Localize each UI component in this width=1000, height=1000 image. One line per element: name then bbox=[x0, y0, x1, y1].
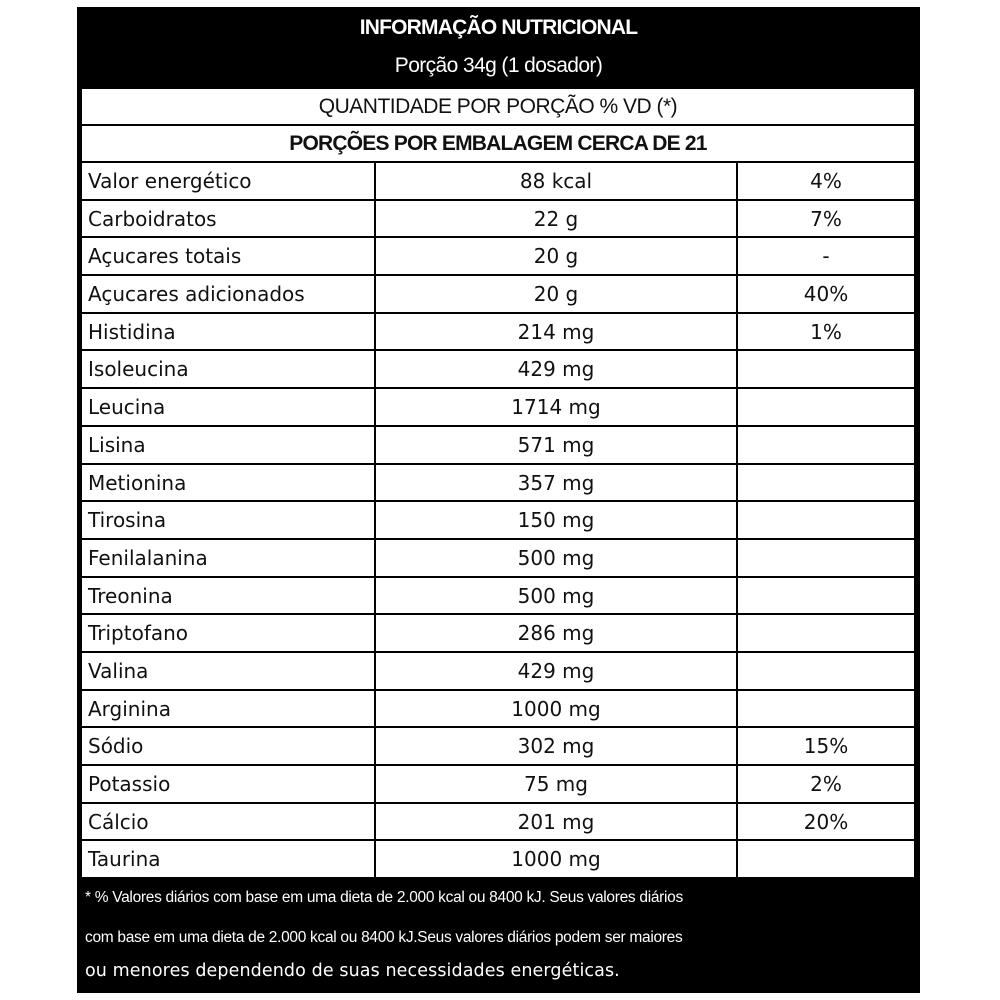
nutrient-daily-value bbox=[738, 841, 914, 877]
nutrient-amount: 88 kcal bbox=[376, 163, 738, 199]
nutrient-daily-value bbox=[738, 389, 914, 425]
table-row bbox=[82, 389, 914, 425]
nutrient-amount: 429 mg bbox=[376, 351, 738, 387]
nutrient-amount: 302 mg bbox=[376, 728, 738, 764]
nutrient-daily-value bbox=[738, 691, 914, 727]
nutrient-daily-value bbox=[738, 540, 914, 576]
nutrient-name: Potassio bbox=[82, 766, 376, 802]
nutrient-table bbox=[82, 163, 914, 879]
nutrient-name: Açucares adicionados bbox=[82, 276, 376, 312]
table-row bbox=[82, 163, 914, 199]
nutrient-amount: 1000 mg bbox=[376, 841, 738, 877]
nutrient-name: Carboidratos bbox=[82, 201, 376, 237]
table-row bbox=[82, 540, 914, 576]
nutrient-name: Valina bbox=[82, 653, 376, 689]
nutrient-name: Taurina bbox=[82, 841, 376, 877]
nutrient-daily-value: 1% bbox=[810, 319, 842, 344]
table-row bbox=[82, 201, 914, 237]
nutrient-amount: 75 mg bbox=[376, 766, 738, 802]
nutrient-daily-value bbox=[738, 427, 914, 463]
nutrient-name: Cálcio bbox=[82, 804, 376, 840]
nutrient-name: Valor energético bbox=[82, 163, 376, 199]
nutrient-name: Fenilalanina bbox=[82, 540, 376, 576]
table-row bbox=[82, 653, 914, 689]
nutrient-daily-value bbox=[738, 578, 914, 614]
footnote-line-3: ou menores dependendo de suas necessidades energéticas. bbox=[85, 961, 620, 981]
nutrient-amount: 286 mg bbox=[376, 615, 738, 651]
footnote-line-2: com base em uma dieta de 2.000 kcal ou 8400 kJ.Seus valores diários podem ser maiores bbox=[85, 929, 683, 946]
nutrient-name: Metionina bbox=[82, 465, 376, 501]
nutrient-name: Tirosina bbox=[82, 502, 376, 538]
nutrient-amount: 20 g bbox=[376, 276, 738, 312]
nutrient-name: Triptofano bbox=[82, 615, 376, 651]
nutrient-daily-value bbox=[738, 653, 914, 689]
nutrient-amount: 571 mg bbox=[376, 427, 738, 463]
nutrient-amount: 429 mg bbox=[376, 653, 738, 689]
nutrient-name: Treonina bbox=[82, 578, 376, 614]
nutrient-name: Sódio bbox=[82, 728, 376, 764]
nutrient-daily-value bbox=[738, 465, 914, 501]
serving-size: Porção 34g (1 dosador) bbox=[394, 54, 603, 77]
nutrient-daily-value bbox=[738, 615, 914, 651]
nutrient-daily-value: 4% bbox=[810, 169, 842, 193]
footnote-line-1: * % Valores diários com base em uma dieta de 2.000 kcal ou 8400 kJ. Seus valores diários bbox=[85, 889, 683, 906]
nutrient-amount: 22 g bbox=[376, 201, 738, 237]
table-row bbox=[82, 351, 914, 387]
nutrient-name: Isoleucina bbox=[82, 351, 376, 387]
table-row bbox=[82, 427, 914, 463]
nutrient-daily-value bbox=[738, 351, 914, 387]
nutrition-facts-panel bbox=[77, 7, 920, 993]
nutrient-daily-value: 20% bbox=[803, 809, 849, 834]
nutrient-daily-value: 2% bbox=[810, 772, 842, 796]
nutrient-name: Lisina bbox=[82, 427, 376, 463]
nutrient-daily-value: 7% bbox=[810, 206, 842, 231]
nutrient-name: Histidina bbox=[82, 314, 376, 350]
table-row bbox=[82, 465, 914, 501]
nutrient-name: Leucina bbox=[82, 389, 376, 425]
nutrient-daily-value: 40% bbox=[803, 282, 849, 307]
nutrient-amount: 214 mg bbox=[376, 314, 738, 350]
table-row bbox=[82, 691, 914, 727]
panel-title: INFORMAÇÃO NUTRICIONAL bbox=[359, 16, 638, 39]
nutrient-name: Arginina bbox=[82, 691, 376, 727]
table-row bbox=[82, 502, 914, 538]
table-row bbox=[82, 615, 914, 651]
quantity-per-serving-label: QUANTIDADE POR PORÇÃO % VD (*) bbox=[82, 89, 914, 124]
nutrient-amount: 1000 mg bbox=[376, 691, 738, 727]
nutrient-daily-value: - bbox=[822, 244, 830, 269]
nutrient-amount: 150 mg bbox=[376, 502, 738, 538]
nutrient-name: Açucares totais bbox=[82, 238, 376, 274]
table-row bbox=[82, 804, 914, 840]
servings-per-package: PORÇÕES POR EMBALAGEM CERCA DE 21 bbox=[82, 126, 914, 161]
table-row bbox=[82, 841, 914, 877]
nutrient-amount: 201 mg bbox=[376, 804, 738, 840]
nutrient-amount: 500 mg bbox=[376, 540, 738, 576]
table-row bbox=[82, 238, 914, 274]
table-row bbox=[82, 578, 914, 614]
nutrient-daily-value: 15% bbox=[803, 734, 849, 759]
table-row bbox=[82, 276, 914, 312]
table-row bbox=[82, 728, 914, 764]
table-row bbox=[82, 766, 914, 802]
nutrient-amount: 1714 mg bbox=[376, 389, 738, 425]
table-row bbox=[82, 314, 914, 350]
nutrient-daily-value bbox=[738, 502, 914, 538]
nutrient-amount: 20 g bbox=[376, 238, 738, 274]
nutrient-amount: 357 mg bbox=[376, 465, 738, 501]
nutrient-amount: 500 mg bbox=[376, 578, 738, 614]
